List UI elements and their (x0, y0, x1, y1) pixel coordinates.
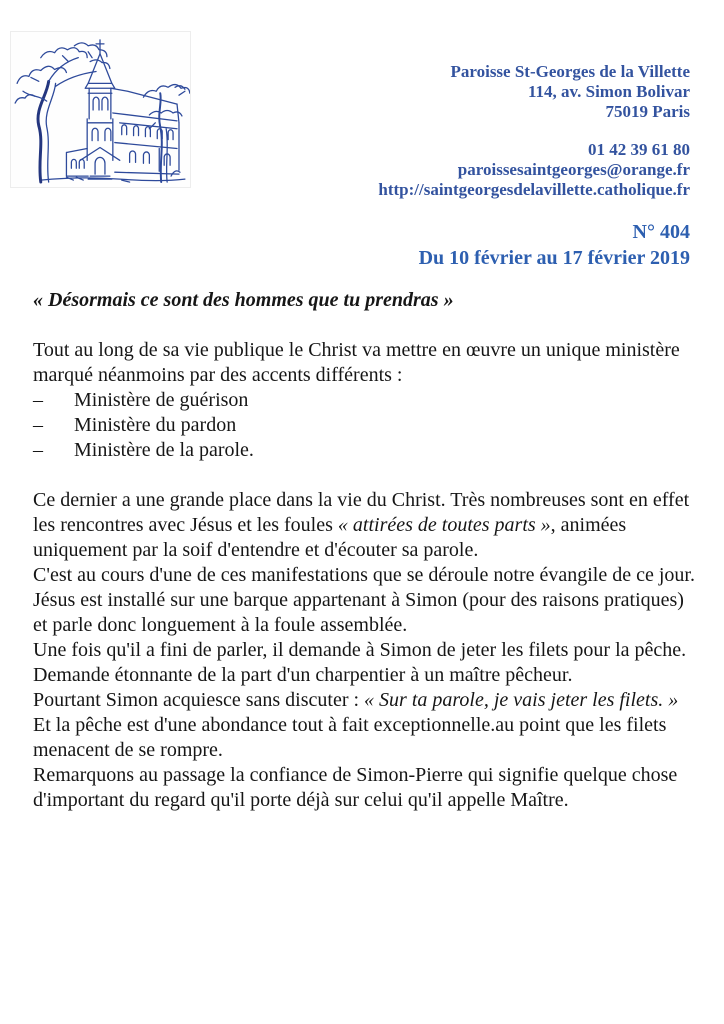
list-dash: – (33, 439, 43, 461)
issue-number: N° 404 (632, 221, 690, 243)
email-address: paroissesaintgeorges@orange.fr (457, 160, 690, 179)
paragraph (33, 688, 696, 713)
paragraph-text: Jésus est installé sur une barque appartenant à Simon (pour des raisons pratiques) et parle donc longuement à la foule assemblée. (33, 589, 684, 636)
body-text (33, 288, 696, 813)
parish-logo (10, 31, 191, 188)
issue-block (419, 219, 690, 271)
paragraph (33, 563, 696, 588)
paragraph (33, 638, 696, 663)
body-blocks (33, 338, 696, 813)
paragraph-text: Pourtant Simon acquiesce sans discuter : (33, 689, 365, 711)
paragraph-text: Et la pêche est d'une abondance tout à fait exceptionnelle.au point que les filets menacent de se rompre. (33, 714, 667, 761)
list-item (33, 438, 696, 463)
list-item-text: Ministère de la parole. (74, 439, 254, 461)
address-contact-gap (378, 122, 690, 140)
paragraph-text: Remarquons au passage la confiance de Simon-Pierre qui signifie quelque chose d'important du regard qu'il porte déjà sur celui qu'il appelle Maître. (33, 764, 678, 811)
city-line: 75019 Paris (605, 102, 690, 121)
street-address: 114, av. Simon Bolivar (528, 82, 690, 101)
list-item-text: Ministère du pardon (74, 414, 237, 436)
paragraph (33, 588, 696, 638)
paragraph-text: Tout au long de sa vie publique le Christ va mettre en œuvre un unique ministère marqué néanmoins par des accents différents : (33, 339, 680, 386)
list-item (33, 413, 696, 438)
parish-address-block (378, 62, 690, 200)
paragraph-text: Ce dernier a une grande place dans la vie du Christ. Très nombreuses sont en effet les rencontres avec Jésus et les foules (33, 489, 690, 536)
paragraph (33, 663, 696, 688)
list-dash: – (33, 389, 43, 411)
quote-text: « Sur ta parole, je vais jeter les filets. » (364, 689, 679, 711)
parish-name: Paroisse St-Georges de la Villette (450, 62, 690, 81)
phone-number: 01 42 39 61 80 (588, 140, 690, 159)
paragraph-text: Demande étonnante de la part d'un charpentier à un maître pêcheur. (33, 664, 573, 686)
church-icon (11, 32, 190, 187)
paragraph-text: , animées uniquement par la soif d'entendre et d'écouter sa parole. (33, 514, 627, 561)
list-item-text: Ministère de guérison (74, 389, 249, 411)
issue-date-range: Du 10 février au 17 février 2019 (418, 247, 690, 269)
list-item (33, 388, 696, 413)
paragraph (33, 763, 696, 813)
website-url: http://saintgeorgesdelavillette.catholique.fr (378, 180, 690, 199)
paragraph (33, 713, 696, 763)
editorial-heading: « Désormais ce sont des hommes que tu prendras » (33, 289, 454, 311)
quote-text: « attirées de toutes parts » (337, 514, 551, 536)
paragraph (33, 338, 696, 388)
paragraph-spacer (33, 463, 696, 488)
paragraph-text: C'est au cours d'une de ces manifestations que se déroule notre évangile de ce jour. (33, 564, 695, 586)
paragraph-text: Une fois qu'il a fini de parler, il demande à Simon de jeter les filets pour la pêche. (33, 639, 687, 661)
paragraph (33, 488, 696, 563)
list-dash: – (33, 414, 43, 436)
